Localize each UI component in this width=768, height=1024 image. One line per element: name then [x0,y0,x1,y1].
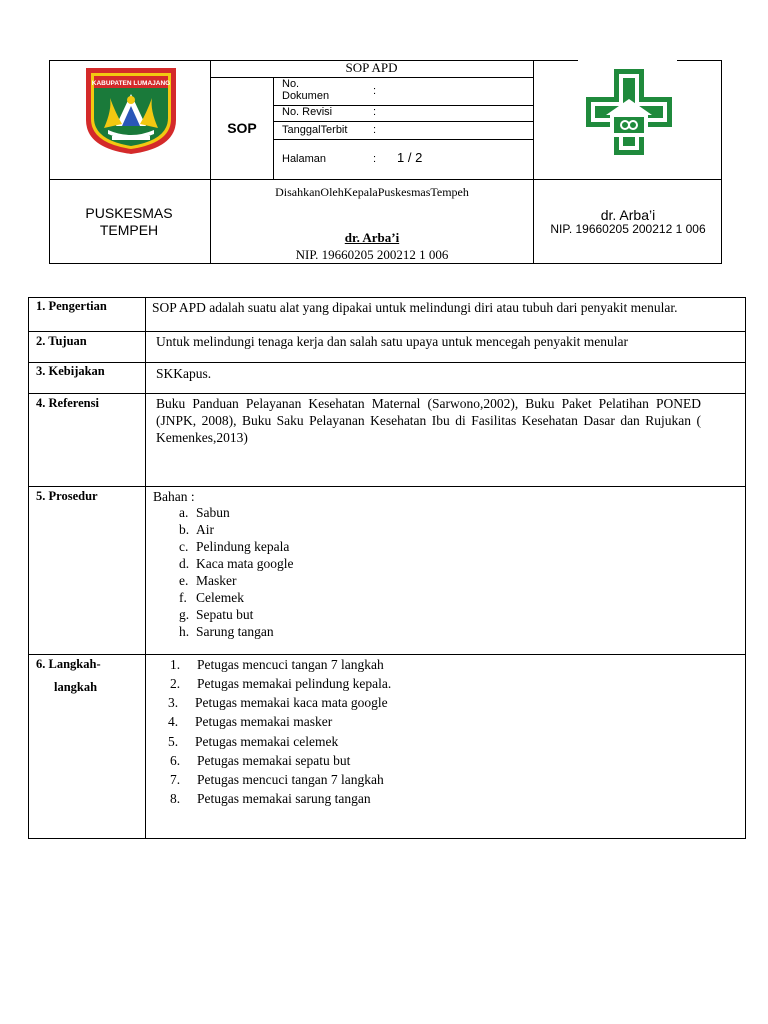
meta-no-dokumen-label: No. Dokumen [282,78,330,102]
step-marker: 5. [168,734,179,749]
list-item [168,712,333,731]
list-item-marker: h. [179,624,190,639]
sop-title: SOP APD [345,60,398,75]
pengertian-text: SOP APD adalah suatu alat yang dipakai untuk melindungi diri atau tubuh dari penyakit menular. [152,300,678,315]
header-border-top-right-a [533,60,578,61]
header-border-bottom [49,263,722,264]
step-marker: 4. [168,714,179,729]
sop-title-divider [210,77,534,78]
list-item [170,655,384,674]
langkah-label-line2: langkah [54,680,98,694]
sop-label-divider [273,77,274,180]
row-divider-3 [28,393,746,394]
step-text: Petugas memakai sepatu but [197,753,351,768]
tujuan-text: Untuk melindungi tenaga kerja dan salah satu upaya untuk mencegah penyakit menular [156,334,628,349]
list-item-marker: e. [179,573,189,588]
header-border-top-left [49,60,211,61]
step-marker: 3. [168,695,179,710]
list-item-text: Sepatu but [196,607,254,622]
list-item-marker: d. [179,556,190,571]
list-item-text: Pelindung kepala [196,539,290,554]
list-item-marker: a. [179,505,189,520]
puskesmas-logo [582,65,676,159]
prosedur-label: 5. Prosedur [36,489,98,503]
content-border-bottom [28,838,746,839]
meta-halaman-label: Halaman [282,153,327,165]
list-item-marker: g. [179,607,190,622]
list-item [179,521,214,538]
step-marker: 6. [170,753,181,768]
list-item [179,555,294,572]
list-item [168,732,339,751]
list-item [179,589,244,606]
kebijakan-text: SKKapus. [156,366,212,381]
step-marker: 2. [170,676,181,691]
prosedur-intro: Bahan : [153,489,195,504]
pengertian-label: 1. Pengertian [36,299,107,313]
list-item-text: Masker [196,573,237,588]
list-item [168,693,388,712]
meta-divider-3 [273,139,534,140]
approval-text: DisahkanOlehKepalaPuskesmasTempeh [275,185,469,199]
header-border-top-right-b [677,60,722,61]
step-text: Petugas memakai celemek [195,734,339,749]
list-item [170,770,384,789]
meta-no-revisi-label: No. Revisi [282,106,333,118]
referensi-text: Buku Panduan Pelayanan Kesehatan Maternal (Sarwono,2002), Buku Paket Pelatihan PONED (JNPK, 2008), Buku Saku Pelayanan Kesehatan Ibu di Fasilitas Kesehatan Dasar dan Rujukan ( Kemenkes,2013) [156,396,701,445]
list-item [170,751,351,770]
list-item-marker: f. [179,590,187,605]
content-col-divider [145,297,146,839]
meta-no-dokumen-colon: : [373,85,377,97]
org-name: PUSKESMAS TEMPEH [85,205,173,238]
meta-divider-2 [273,121,534,122]
meta-no-revisi-colon: : [373,106,377,118]
step-text: Petugas memakai masker [195,714,333,729]
step-text: Petugas memakai sarung tangan [197,791,371,806]
content-border-top [28,297,746,298]
right-signer-nip: NIP. 19660205 200212 1 006 [550,222,706,236]
step-text: Petugas memakai kaca mata google [195,695,388,710]
kebijakan-label: 3. Kebijakan [36,364,105,378]
right-signer-name: dr. Arba’i [600,207,656,223]
list-item-text: Sarung tangan [196,624,274,639]
row-divider-1 [28,331,746,332]
list-item-marker: c. [179,539,189,554]
meta-halaman-value: 1 / 2 [397,150,423,165]
meta-tanggal-terbit-label: TanggalTerbit [282,124,348,136]
step-marker: 8. [170,791,181,806]
list-item [179,572,237,589]
list-item [179,538,290,555]
row-divider-2 [28,362,746,363]
list-item [179,606,254,623]
list-item-text: Kaca mata google [196,556,294,571]
list-item [170,789,371,808]
list-item-text: Celemek [196,590,244,605]
step-text: Petugas mencuci tangan 7 langkah [197,657,384,672]
sop-label: SOP [227,120,257,136]
signer-nip: NIP. 19660205 200212 1 006 [295,247,449,262]
list-item [170,674,392,693]
tujuan-label: 2. Tujuan [36,334,87,348]
referensi-label: 4. Referensi [36,396,99,410]
step-marker: 7. [170,772,181,787]
header-col-divider-1 [210,60,211,264]
list-item-text: Air [196,522,214,537]
row-divider-5 [28,654,746,655]
list-item-marker: b. [179,522,190,537]
content-border-left [28,297,29,839]
content-border-right [745,297,746,839]
logo-left-lettering: KABUPATEN LUMAJANG [91,80,171,87]
meta-tanggal-terbit-colon: : [373,124,377,136]
meta-halaman-colon: : [373,153,377,165]
list-item [179,623,274,640]
header-row-divider [49,179,722,180]
row-divider-4 [28,486,746,487]
step-text: Petugas memakai pelindung kepala. [197,676,392,691]
signer-name: dr. Arba’i [344,230,400,245]
langkah-label-line1: 6. Langkah- [36,657,101,671]
list-item-text: Sabun [196,505,230,520]
step-text: Petugas mencuci tangan 7 langkah [197,772,384,787]
list-item [179,504,230,521]
kabupaten-lumajang-logo [82,64,180,156]
step-marker: 1. [170,657,181,672]
